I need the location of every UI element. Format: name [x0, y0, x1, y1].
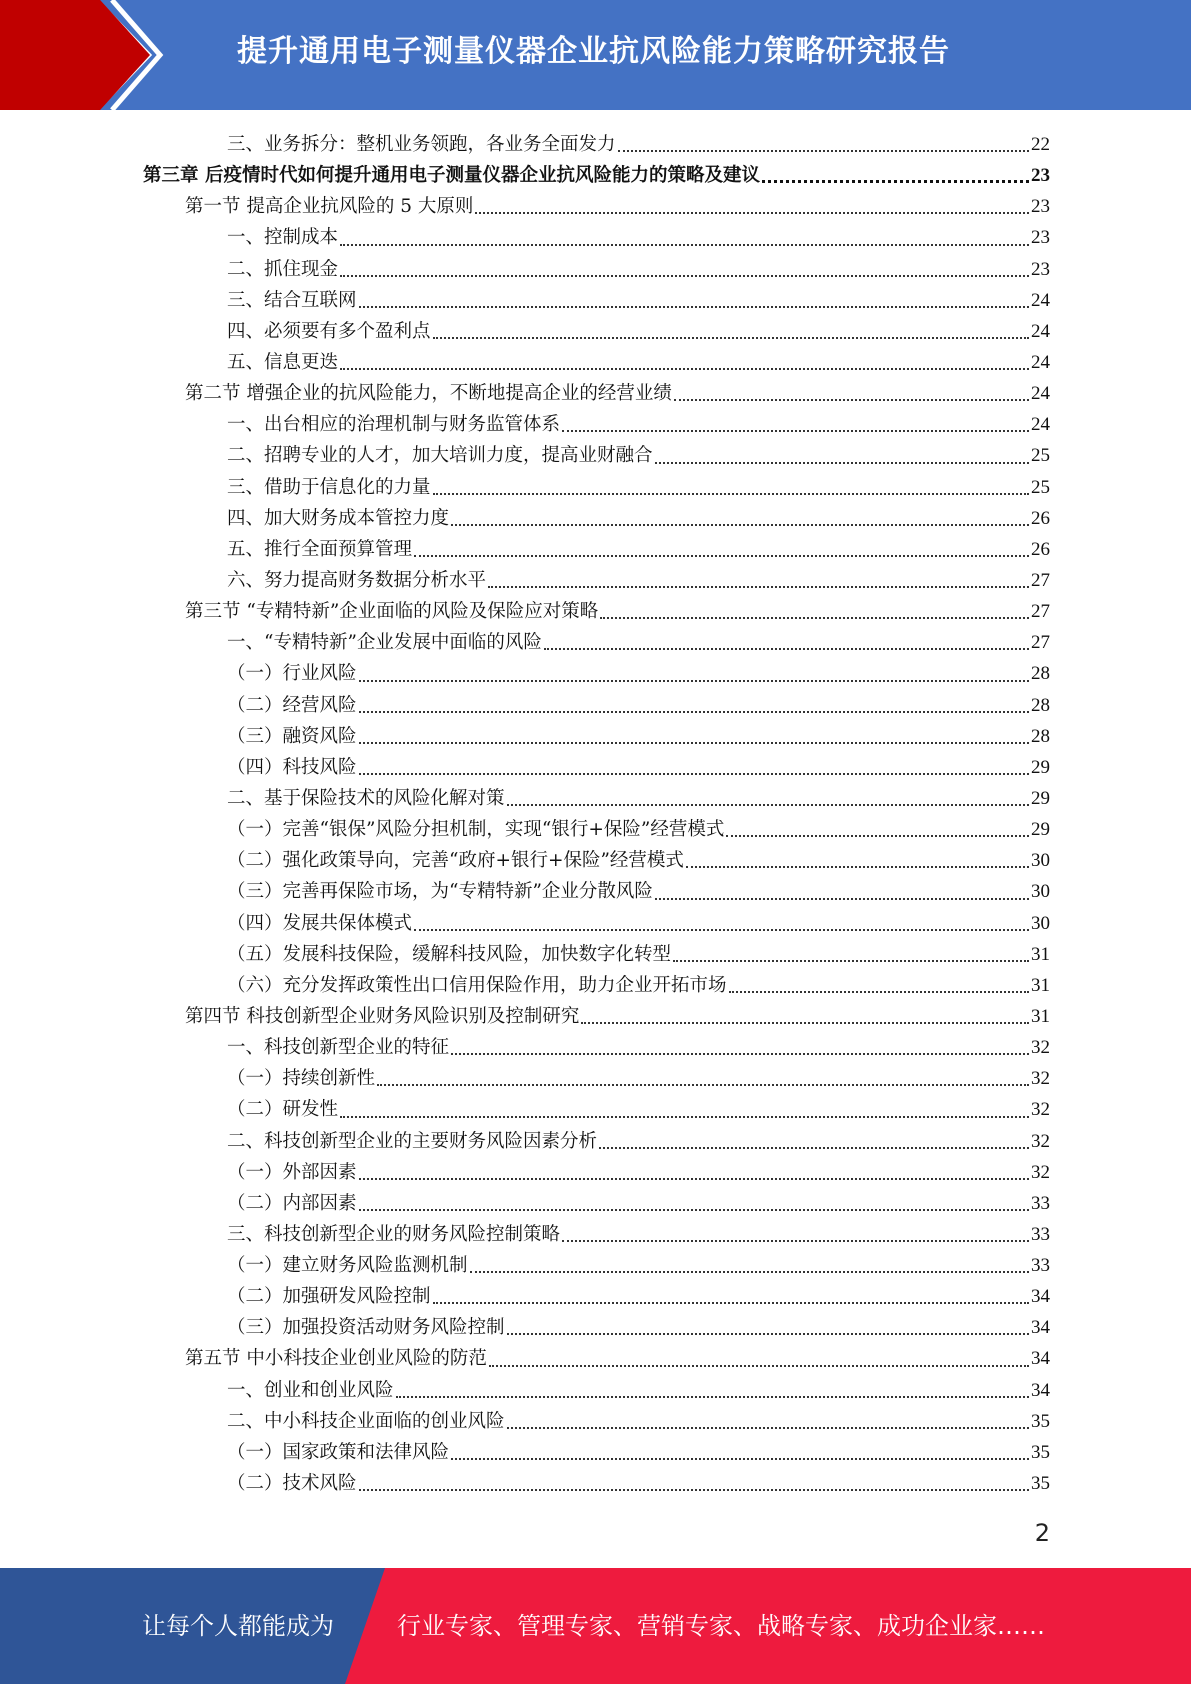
toc-entry-page: 34: [1031, 1348, 1050, 1370]
toc-dot-leader: [396, 1396, 1029, 1398]
toc-dot-leader: [581, 1022, 1029, 1024]
toc-entry[interactable]: [140, 908, 1050, 939]
toc-dot-leader: [726, 835, 1029, 837]
toc-dot-leader: [451, 1053, 1029, 1055]
toc-entry[interactable]: [140, 191, 1050, 222]
toc-dot-leader: [359, 1209, 1029, 1211]
toc-entry-page: 29: [1031, 819, 1050, 841]
toc-entry-page: 34: [1031, 1286, 1050, 1308]
toc-entry-page: 33: [1031, 1192, 1050, 1214]
toc-entry-label: 六、努力提高财务数据分析水平: [227, 569, 487, 591]
toc-entry-page: 32: [1031, 1161, 1050, 1183]
toc-dot-leader: [686, 866, 1029, 868]
toc-entry-label: （二）内部因素: [227, 1192, 357, 1214]
toc-entry-label: （二）研发性: [227, 1099, 339, 1121]
toc-entry-label: 二、中小科技企业面临的创业风险: [227, 1410, 505, 1432]
toc-dot-leader: [359, 1489, 1029, 1491]
toc-entry-page: 33: [1031, 1255, 1050, 1277]
toc-entry[interactable]: [140, 752, 1050, 783]
toc-dot-leader: [599, 1147, 1029, 1149]
toc-entry[interactable]: [140, 534, 1050, 565]
table-of-contents: [140, 129, 1050, 1499]
toc-entry-page: 34: [1031, 1317, 1050, 1339]
report-title: 提升通用电子测量仪器企业抗风险能力策略研究报告: [237, 34, 950, 69]
toc-entry-page: 35: [1031, 1410, 1050, 1432]
toc-entry[interactable]: [140, 1032, 1050, 1063]
toc-entry-label: 第三节 “专精特新”企业面临的风险及保险应对策略: [185, 601, 599, 623]
toc-entry-label: 三、借助于信息化的力量: [227, 476, 431, 498]
toc-entry[interactable]: [140, 1063, 1050, 1094]
toc-entry-label: （二）加强研发风险控制: [227, 1286, 431, 1308]
toc-entry-label: 三、结合互联网: [227, 289, 357, 311]
toc-dot-leader: [562, 1240, 1029, 1242]
toc-entry-label: 第一节 提高企业抗风险的 5 大原则: [185, 196, 474, 218]
toc-entry[interactable]: [140, 845, 1050, 876]
toc-entry-page: 27: [1031, 569, 1050, 591]
toc-entry-label: （一）持续创新性: [227, 1068, 376, 1090]
toc-entry-label: （二）强化政策导向，完善“政府+银行+保险”经营模式: [227, 850, 684, 872]
toc-entry[interactable]: [140, 970, 1050, 1001]
toc-entry[interactable]: [140, 472, 1050, 503]
toc-entry[interactable]: [140, 1343, 1050, 1374]
page-header: [0, 0, 1191, 110]
toc-entry-page: 25: [1031, 445, 1050, 467]
toc-dot-leader: [359, 773, 1029, 775]
toc-entry-page: 32: [1031, 1099, 1050, 1121]
toc-entry[interactable]: [140, 1468, 1050, 1499]
toc-dot-leader: [600, 617, 1029, 619]
toc-dot-leader: [359, 742, 1029, 744]
toc-dot-leader: [340, 1116, 1029, 1118]
toc-entry-label: （一）行业风险: [227, 663, 357, 685]
toc-entry[interactable]: [140, 876, 1050, 907]
toc-entry-label: 第三章 后疫情时代如何提升通用电子测量仪器企业抗风险能力的策略及建议: [143, 165, 760, 187]
toc-entry-page: 26: [1031, 538, 1050, 560]
toc-dot-leader: [762, 180, 1029, 183]
toc-entry-label: 二、基于保险技术的风险化解对策: [227, 787, 505, 809]
toc-entry-page: 31: [1031, 1005, 1050, 1027]
toc-entry[interactable]: [140, 222, 1050, 253]
toc-dot-leader: [475, 212, 1029, 214]
toc-entry-page: 31: [1031, 943, 1050, 965]
toc-dot-leader: [655, 462, 1029, 464]
toc-entry[interactable]: [140, 1281, 1050, 1312]
toc-dot-leader: [488, 586, 1029, 588]
toc-dot-leader: [359, 711, 1029, 713]
toc-dot-leader: [489, 1365, 1029, 1367]
toc-entry[interactable]: [140, 1406, 1050, 1437]
toc-entry-page: 33: [1031, 1223, 1050, 1245]
toc-entry[interactable]: [140, 1312, 1050, 1343]
toc-entry-label: 二、抓住现金: [227, 258, 339, 280]
toc-entry-label: 四、必须要有多个盈利点: [227, 320, 431, 342]
footer-slogan-right: 行业专家、管理专家、营销专家、战略专家、成功企业家……: [397, 1612, 1045, 1640]
toc-dot-leader: [359, 680, 1029, 682]
toc-entry-label: 第四节 科技创新型企业财务风险识别及控制研究: [185, 1005, 580, 1027]
toc-entry-page: 28: [1031, 663, 1050, 685]
toc-entry-label: 五、信息更迭: [227, 351, 339, 373]
toc-entry-label: （四）发展共保体模式: [227, 912, 413, 934]
toc-entry[interactable]: [140, 1094, 1050, 1125]
toc-dot-leader: [507, 1427, 1029, 1429]
toc-entry-page: 27: [1031, 601, 1050, 623]
toc-dot-leader: [655, 898, 1029, 900]
toc-entry-page: 24: [1031, 414, 1050, 436]
toc-entry[interactable]: [140, 1250, 1050, 1281]
toc-entry[interactable]: [140, 690, 1050, 721]
toc-entry-label: 四、加大财务成本管控力度: [227, 507, 450, 529]
toc-entry-label: （一）完善“银保”风险分担机制，实现“银行+保险”经营模式: [227, 819, 725, 841]
toc-entry[interactable]: [140, 1157, 1050, 1188]
toc-entry[interactable]: [140, 254, 1050, 285]
toc-dot-leader: [433, 1302, 1029, 1304]
toc-entry-label: （二）技术风险: [227, 1473, 357, 1495]
toc-entry-page: 29: [1031, 787, 1050, 809]
toc-entry-page: 30: [1031, 850, 1050, 872]
toc-entry-page: 23: [1031, 258, 1050, 280]
toc-entry-page: 32: [1031, 1068, 1050, 1090]
toc-dot-leader: [618, 150, 1029, 152]
toc-entry-label: 二、招聘专业的人才，加大培训力度，提高业财融合: [227, 445, 653, 467]
toc-entry[interactable]: [140, 565, 1050, 596]
toc-entry-label: 一、“专精特新”企业发展中面临的风险: [227, 632, 542, 654]
toc-dot-leader: [673, 960, 1029, 962]
toc-dot-leader: [729, 991, 1029, 993]
page-footer: [0, 1568, 1191, 1684]
page-number: 2: [1034, 1519, 1050, 1547]
toc-dot-leader: [414, 555, 1029, 557]
toc-entry[interactable]: [140, 409, 1050, 440]
toc-entry[interactable]: [140, 1126, 1050, 1157]
toc-entry-page: 34: [1031, 1379, 1050, 1401]
toc-entry-label: （一）外部因素: [227, 1161, 357, 1183]
toc-entry-label: （三）融资风险: [227, 725, 357, 747]
toc-entry-label: （六）充分发挥政策性出口信用保险作用，助力企业开拓市场: [227, 974, 727, 996]
toc-entry-page: 24: [1031, 351, 1050, 373]
toc-entry[interactable]: [140, 1219, 1050, 1250]
toc-entry-page: 25: [1031, 476, 1050, 498]
toc-dot-leader: [507, 1333, 1029, 1335]
toc-entry[interactable]: [140, 658, 1050, 689]
toc-entry-label: 二、科技创新型企业的主要财务风险因素分析: [227, 1130, 598, 1152]
toc-dot-leader: [470, 1271, 1029, 1273]
toc-entry[interactable]: [140, 347, 1050, 378]
toc-entry-label: （一）建立财务风险监测机制: [227, 1255, 468, 1277]
toc-entry-page: 23: [1031, 227, 1050, 249]
toc-entry[interactable]: [140, 939, 1050, 970]
toc-entry-page: 32: [1031, 1130, 1050, 1152]
toc-entry-label: 第五节 中小科技企业创业风险的防范: [185, 1348, 487, 1370]
toc-entry[interactable]: [140, 440, 1050, 471]
toc-entry-page: 30: [1031, 912, 1050, 934]
toc-entry-page: 28: [1031, 725, 1050, 747]
toc-entry[interactable]: [140, 721, 1050, 752]
toc-entry-page: 24: [1031, 320, 1050, 342]
toc-entry[interactable]: [140, 503, 1050, 534]
toc-entry-page: 28: [1031, 694, 1050, 716]
toc-entry[interactable]: [140, 627, 1050, 658]
toc-entry-label: 一、出台相应的治理机制与财务监管体系: [227, 414, 561, 436]
toc-entry[interactable]: [140, 596, 1050, 627]
toc-entry-page: 35: [1031, 1473, 1050, 1495]
toc-entry-label: 第二节 增强企业的抗风险能力，不断地提高企业的经营业绩: [185, 383, 672, 405]
toc-entry[interactable]: [140, 1437, 1050, 1468]
toc-entry-label: （一）国家政策和法律风险: [227, 1441, 450, 1463]
toc-entry[interactable]: [140, 1188, 1050, 1219]
toc-dot-leader: [562, 430, 1029, 432]
toc-dot-leader: [377, 1084, 1029, 1086]
toc-dot-leader: [340, 368, 1029, 370]
toc-dot-leader: [451, 524, 1029, 526]
toc-entry-label: （三）完善再保险市场，为“专精特新”企业分散风险: [227, 881, 653, 903]
toc-dot-leader: [340, 275, 1029, 277]
toc-entry-page: 24: [1031, 383, 1050, 405]
toc-entry-label: 一、科技创新型企业的特征: [227, 1037, 450, 1059]
toc-dot-leader: [414, 929, 1029, 931]
toc-entry-page: 24: [1031, 289, 1050, 311]
toc-entry[interactable]: [140, 783, 1050, 814]
toc-entry[interactable]: [140, 129, 1050, 160]
toc-dot-leader: [507, 804, 1029, 806]
toc-entry[interactable]: [140, 160, 1050, 191]
toc-dot-leader: [451, 1458, 1029, 1460]
toc-entry[interactable]: [140, 1001, 1050, 1032]
toc-entry-label: （二）经营风险: [227, 694, 357, 716]
toc-entry[interactable]: [140, 1375, 1050, 1406]
toc-entry-page: 23: [1031, 196, 1050, 218]
toc-entry-label: 三、业务拆分：整机业务领跑，各业务全面发力: [227, 134, 616, 155]
toc-entry[interactable]: [140, 378, 1050, 409]
toc-entry-label: 一、控制成本: [227, 227, 339, 249]
toc-dot-leader: [340, 244, 1029, 246]
toc-entry-page: 30: [1031, 881, 1050, 903]
toc-entry-label: （四）科技风险: [227, 756, 357, 778]
toc-entry-label: 三、科技创新型企业的财务风险控制策略: [227, 1223, 561, 1245]
toc-entry-label: 一、创业和创业风险: [227, 1379, 394, 1401]
toc-dot-leader: [433, 337, 1029, 339]
toc-entry-page: 27: [1031, 632, 1050, 654]
toc-entry-page: 22: [1031, 134, 1050, 155]
toc-entry-page: 26: [1031, 507, 1050, 529]
toc-dot-leader: [674, 399, 1029, 401]
toc-entry-label: 五、推行全面预算管理: [227, 538, 413, 560]
toc-entry-page: 35: [1031, 1441, 1050, 1463]
toc-dot-leader: [359, 306, 1029, 308]
toc-entry[interactable]: [140, 814, 1050, 845]
toc-dot-leader: [544, 648, 1029, 650]
toc-entry-label: （五）发展科技保险，缓解科技风险，加快数字化转型: [227, 943, 672, 965]
toc-entry-page: 31: [1031, 974, 1050, 996]
toc-dot-leader: [359, 1178, 1029, 1180]
footer-slogan-left: 让每个人都能成为: [142, 1612, 334, 1640]
toc-entry[interactable]: [140, 316, 1050, 347]
toc-dot-leader: [433, 493, 1029, 495]
toc-entry-label: （三）加强投资活动财务风险控制: [227, 1317, 505, 1339]
toc-entry-page: 32: [1031, 1037, 1050, 1059]
toc-entry-page: 29: [1031, 756, 1050, 778]
toc-entry[interactable]: [140, 285, 1050, 316]
toc-entry-page: 23: [1031, 165, 1050, 187]
